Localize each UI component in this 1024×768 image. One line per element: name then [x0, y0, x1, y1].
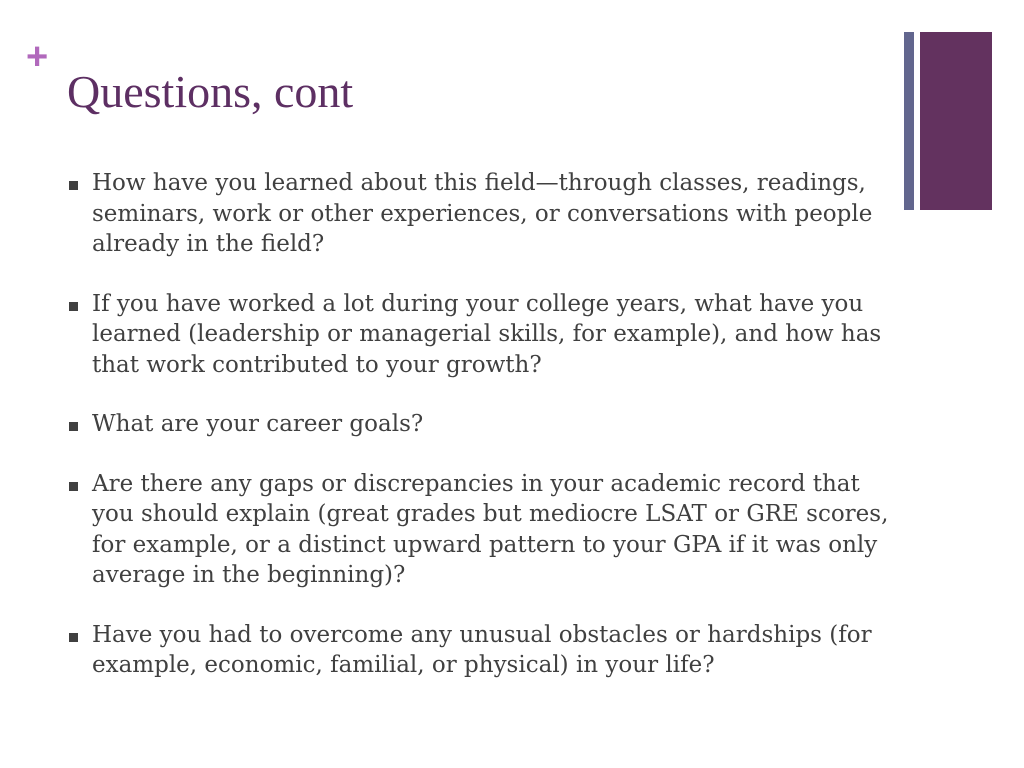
square-bullet-icon — [69, 302, 78, 311]
bullet-item — [66, 469, 906, 591]
bullet-item — [66, 409, 906, 440]
square-bullet-icon — [69, 633, 78, 642]
bullet-text: How have you learned about this field—through classes, readings, seminars, work or other experiences, or conversations with people already in the field? — [92, 170, 873, 257]
bullet-text: Are there any gaps or discrepancies in your academic record that you should explain (great grades but mediocre LSAT or GRE scores, for example, or a distinct upward pattern to your GPA if it was only average in the beginning)? — [92, 470, 889, 588]
square-bullet-icon — [69, 181, 78, 190]
bullet-text: If you have worked a lot during your college years, what have you learned (leadership or managerial skills, for example), and how has that work contributed to your growth? — [92, 290, 882, 378]
bullet-item — [66, 620, 906, 681]
bullet-list — [66, 168, 906, 710]
square-bullet-icon — [69, 482, 78, 491]
bullet-text: Have you had to overcome any unusual obstacles or hardships (for example, economic, familial, or physical) in your life? — [92, 621, 872, 678]
plus-icon: + — [26, 36, 49, 78]
bullet-item — [66, 168, 906, 260]
decorative-block — [920, 32, 992, 210]
bullet-item — [66, 289, 906, 381]
square-bullet-icon — [69, 422, 78, 431]
slide-title: Questions, cont — [67, 66, 354, 117]
bullet-text: What are your career goals? — [92, 411, 424, 437]
